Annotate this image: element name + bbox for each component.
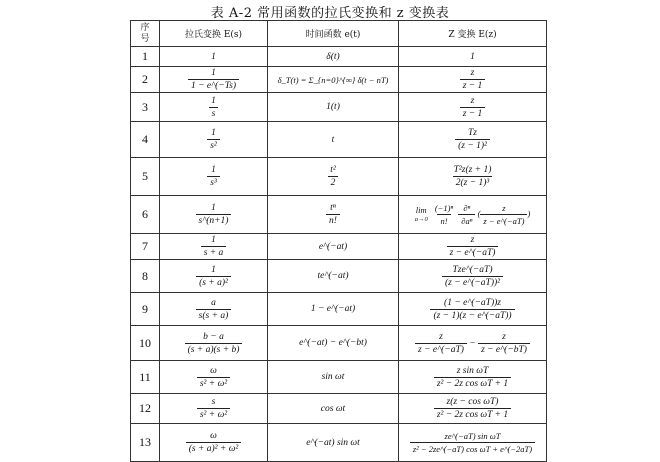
z-cell: $\frac{z}{z - 1}$ xyxy=(399,93,547,122)
time-cell: e^(−at) sin ωt xyxy=(268,424,399,462)
time-cell: δ_T(t) = Σ_{n=0}^{∞} δ(t − nT) xyxy=(268,67,399,93)
laplace-cell: $\frac{1}{s + a}$ xyxy=(160,234,268,260)
row-number: 3 xyxy=(131,93,160,122)
time-cell: cos ωt xyxy=(268,394,399,424)
table-row xyxy=(131,122,547,158)
z-cell: 1 xyxy=(399,47,547,67)
z-cell: $\frac{\text{Tze\textasciicircum{}(−aT)}}{\text{(z − e\textasciicircum{}(−aT))²}}$ xyxy=(399,260,547,293)
table-row xyxy=(131,424,547,462)
header-time: 时间函数 e(t) xyxy=(268,21,399,47)
table-row xyxy=(131,394,547,424)
z-cell: $\frac{(1 - e\^{}(-aT))z}{(z - 1)(z - e\^{}(-aT))}$ xyxy=(399,293,547,326)
row-number: 2 xyxy=(131,67,160,93)
table-row xyxy=(131,67,547,93)
z-cell: $\frac{\text{T²z(z + 1)}}{\text{2(z − 1)³}}$ xyxy=(399,158,547,196)
time-cell: $\frac{\text{t²}}{2}$ xyxy=(268,158,399,196)
table-row xyxy=(131,293,547,326)
time-cell: 1(t) xyxy=(268,93,399,122)
row-number: 13 xyxy=(131,424,160,462)
row-number: 6 xyxy=(131,196,160,234)
table-caption: 表 A-2 常用函数的拉氏变换和 z 变换表 xyxy=(210,6,450,21)
row-number: 12 xyxy=(131,394,160,424)
laplace-cell: $\frac{1}{\text{s²}}$ xyxy=(160,122,268,158)
header-seq: 序号 xyxy=(131,21,160,47)
z-cell: $\frac{\text{z sin ωT}}{\text{z² − 2z cos ωT + 1}}$ xyxy=(399,361,547,394)
header-laplace: 拉氏变换 E(s) xyxy=(160,21,268,47)
time-cell: e^(−at) − e^(−bt) xyxy=(268,326,399,361)
header-z: Z 变换 E(z) xyxy=(399,21,547,47)
laplace-cell: $\frac{a}{s(s + a)}$ xyxy=(160,293,268,326)
row-number: 9 xyxy=(131,293,160,326)
z-cell: $\frac{z}{z - 1}$ xyxy=(399,67,547,93)
time-cell: δ(t) xyxy=(268,47,399,67)
table-row xyxy=(131,93,547,122)
laplace-cell: $\frac{s}{\text{s² + ω²}}$ xyxy=(160,394,268,424)
laplace-cell: $\frac{1}{s}$ xyxy=(160,93,268,122)
time-cell: 1 − e^(−at) xyxy=(268,293,399,326)
laplace-cell: $\frac{1}{s\^{}(n+1)}$ xyxy=(160,196,268,234)
row-number: 4 xyxy=(131,122,160,158)
transform-table xyxy=(130,20,547,462)
row-number: 1 xyxy=(131,47,160,67)
laplace-cell: $\frac{b - a}{(s + a)(s + b)}$ xyxy=(160,326,268,361)
z-cell: lim a→0 $\frac{\text{(−1)ⁿ}}{n!}$ $\frac{\text{∂ⁿ}}{\text{∂aⁿ}}$ ( $\frac{z}{z - e\^{}(-aT)}$ ) xyxy=(399,196,547,234)
row-number: 10 xyxy=(131,326,160,361)
time-cell: t xyxy=(268,122,399,158)
table-row xyxy=(131,158,547,196)
laplace-cell: $\frac{1}{1 - e\^{}(-Ts)}$ xyxy=(160,67,268,93)
time-cell: $\frac{\text{tⁿ}}{n!}$ xyxy=(268,196,399,234)
row-number: 8 xyxy=(131,260,160,293)
z-cell: $\frac{\text{ze\textasciicircum{}(−aT) sin ωT}}{\text{z² − 2ze\textasciicircum{}(−aT) cos ωT + e\textasciicircum{}(−2aT)}}$ xyxy=(399,424,547,462)
time-cell: e^(−at) xyxy=(268,234,399,260)
laplace-cell: $\frac{\omega}{\text{(s + a)² + ω²}}$ xyxy=(160,424,268,462)
laplace-cell: $\frac{\omega}{\text{s² + ω²}}$ xyxy=(160,361,268,394)
table-row xyxy=(131,196,547,234)
z-cell: $\frac{z}{z - e\^{}(-aT)}$ xyxy=(399,234,547,260)
row-number: 5 xyxy=(131,158,160,196)
z-cell: $\frac{\text{z(z − cos ωT)}}{\text{z² − 2z cos ωT + 1}}$ xyxy=(399,394,547,424)
time-cell: sin ωt xyxy=(268,361,399,394)
table-row xyxy=(131,47,547,67)
laplace-cell: $\frac{1}{\text{(s + a)²}}$ xyxy=(160,260,268,293)
table-row xyxy=(131,260,547,293)
table-row xyxy=(131,361,547,394)
laplace-cell: $\frac{1}{\text{s³}}$ xyxy=(160,158,268,196)
laplace-cell: 1 xyxy=(160,47,268,67)
row-number: 11 xyxy=(131,361,160,394)
time-cell: te^(−at) xyxy=(268,260,399,293)
table-row xyxy=(131,234,547,260)
z-cell: $\frac{z}{z - e\^{}(-aT)}$ − $\frac{z}{z - e\^{}(-bT)}$ xyxy=(399,326,547,361)
row-number: 7 xyxy=(131,234,160,260)
table-row xyxy=(131,326,547,361)
z-cell: $\frac{Tz}{\text{(z − 1)²}}$ xyxy=(399,122,547,158)
table-header-row xyxy=(131,21,547,47)
